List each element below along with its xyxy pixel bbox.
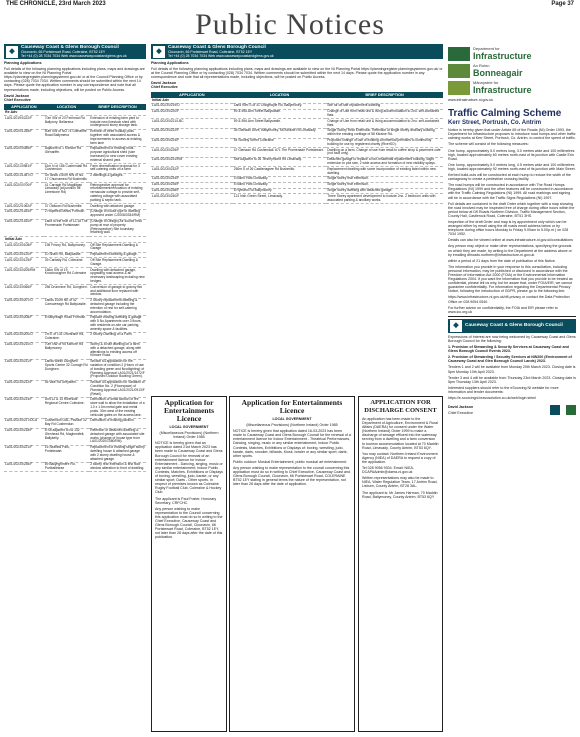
dfi-logo-irish <box>448 64 576 78</box>
eu-logo-icon <box>550 405 560 415</box>
notice-title: Traffic Calming Scheme <box>448 108 562 120</box>
notice-title: Application for Entertainments Licence <box>241 398 343 415</box>
table-row <box>4 332 146 342</box>
table-row <box>151 157 443 167</box>
cell-location: 8 Sb adjacent to no 132 Glenhead Rd, Magherafelt, Ballykelly. <box>44 428 89 445</box>
table-row <box>4 397 146 418</box>
table-row <box>4 268 146 285</box>
cell-application-number: LA01/2023/0225/F <box>151 148 233 158</box>
table-row <box>151 167 443 177</box>
cell-description: (Change of house type to dwelling approved under C/2008/0334/RM) <box>89 209 146 219</box>
table-row <box>4 129 146 146</box>
notice-body-4: Written representations may also be made to NIEA, Water Regulation Team, 17 Antrim Road, Lisburn, County Antrim, BT28 3AL. <box>362 476 438 489</box>
cell-location: 10 Shanl Rd, Ballycastle. <box>44 252 89 258</box>
para-1: Notice is hereby given that under Article 65 of the Roads (NI) Order 1993, the Department for Infrastructure proposes to introduce road humps and other traffic calming works at Kerr Street, Portrush, Co. Antrim, to control the speed of traffic. <box>448 128 576 141</box>
dfi-emblem-icon <box>448 81 470 95</box>
council-logo-icon: ◆ <box>153 46 165 58</box>
table-row <box>151 138 443 148</box>
table-row <box>4 315 146 332</box>
section-title: Planning Applications <box>151 61 189 65</box>
cell-application-number: LA01/2023/0205/RM <box>4 268 44 285</box>
cell-location: 16 Seafield Park, Portstewart. <box>44 445 89 462</box>
para-3: One hump, approximately 5.0 metres long, 3.0 metres wide and 100 millimetres high, located approximately 60 metres north-east of its junction with Castle Erin Road. <box>448 148 575 161</box>
dfi-emblem-icon <box>448 47 470 61</box>
cell-application-number: LA01/2023/0200/O <box>4 332 44 342</box>
table-row <box>4 209 146 219</box>
council-banner-right <box>448 319 576 333</box>
table-row <box>4 359 146 380</box>
table-row <box>4 380 146 397</box>
planning-table-mid <box>151 92 443 204</box>
cell-application-number: LA01/2023/0222/F <box>151 128 233 138</box>
cell-location: 121 Irish Green Street, Limavady. <box>233 194 326 204</box>
cell-location: 61m N of 186 Cushendall Rd Cushendun <box>44 164 89 174</box>
table-row <box>151 119 443 129</box>
cell-description: Detached garage to replace a non-residential replacement building, slight extension to plot size, 2 wide access and formation of new visibility splays. <box>326 157 443 167</box>
para-11: within a period of 21 days from the date of publication of this Notice. <box>448 258 556 263</box>
cell-description: Conversion of garage to granny flat and additional floor replaced with window. <box>89 285 146 298</box>
cell-description: Single storey rear extension. <box>326 182 443 188</box>
signer-name: David Jackson <box>151 81 177 86</box>
intro-text: Full details of the following planning applications including plans, maps and drawings are available to view on the NI Planning Portal https://planningregister.planningsystemni.gov.uk/ or at the Council Planning Office or by contacting (028) 7034 7034. Written comments should be submitted within the next 14 days. Please quote the application number in any correspondence and note that all representations made, including objections, will be posted on Public Access. <box>151 67 443 80</box>
council-banner-mid <box>151 44 443 59</box>
cell-location: 2 Hopefield Mews Portrush <box>44 209 89 219</box>
cell-application-number: LA01/2023/0066/F <box>4 285 44 298</box>
tender-dates-1: Tenders 1 and 2 will be available from Monday 20th March 2023. Closing date is 5pm Monday 10th April 2023. <box>448 365 576 374</box>
cell-application-number: LA01/2023/0211/F <box>4 359 44 380</box>
cell-location: 59 & 59A Ann Street Ballycastle. <box>233 119 326 129</box>
cell-description: Demolition of existing pavilion. <box>89 418 146 428</box>
para-14: For further advice on confidentiality, the FOIA and EIR please refer to www.ico.org.uk <box>448 305 558 314</box>
col-location: LOCATION <box>233 92 326 98</box>
council-logo-icon: ◆ <box>450 320 462 332</box>
signer-title: Chief Executive <box>4 97 31 102</box>
table-row <box>4 116 146 129</box>
cell-description: Single storey rear extension. <box>326 176 443 182</box>
notice-body-3: Any person wishing to make representation to the Council concerning this application must do so in writing to the Chief Executive, Causeway Coast and Glens Borough Council, Cloonavin, 66 Portstewart Road, Coleraine, BT52 1EY, not later than 28 days after the date of this publication. <box>155 506 223 540</box>
cell-description: 2 Storey Dwelling on a Farm <box>89 332 146 342</box>
table-row <box>4 183 146 204</box>
right-notices <box>448 44 576 734</box>
cell-description: Section 54 application for Variation of Condition No. 2 (Floorspace) of Planning Approval LA01/2021/0913/F (Retail). <box>90 380 145 396</box>
notice-title: APPLICATION FOR DISCHARGE CONSENT <box>364 399 437 414</box>
tender-item-2: 2. Provision of Stewarding / Security Services at NW200 (Environment of Causeway Coast and Glen Borough Council Lands) 2023. <box>448 355 572 364</box>
cell-application-number: LA01/2020/1255/F <box>4 129 44 146</box>
footer-logos <box>448 403 576 417</box>
dfi-logo <box>448 47 576 61</box>
cell-description: 2 Storey replacement dwelling & detached garage including the retention of rest for self-catering accomodation. <box>89 298 146 315</box>
col-description: BRIEF DESCRIPTION <box>326 92 443 98</box>
notice-subheading: (Miscellaneous Provisions) (Northern Ireland) Order 1985 <box>159 431 219 440</box>
dept-name-irish: Bonneagair <box>473 67 523 78</box>
cell-location: 70m NW of 95 Kilmore Rd Ballymoney <box>44 342 89 359</box>
table-row <box>4 164 146 174</box>
cell-application-number: LA01/2023/0236/F <box>4 462 44 472</box>
cell-application-number: LA01/2023/0218/F <box>4 428 44 445</box>
notice-body-2: Public outdoor: Musical Entertainment, public musical art entertainment. <box>233 459 348 464</box>
cell-description: Off Site Replacement Dwelling & Garage <box>89 243 146 253</box>
entertainment-licence-1 <box>151 394 227 732</box>
table-section-heading: Initial Adv <box>4 236 146 242</box>
cell-location: 39 Carbally Rd, Coleraine. <box>44 258 89 268</box>
cell-location: 5 Boleo Park Limavady <box>233 182 326 188</box>
masthead: Public Notices <box>195 8 385 41</box>
cell-description: Change of Use from retail unit & living accommodation to 2no. self-contained flats. <box>326 109 443 119</box>
notice-subtitle: Kerr Street, Portrush, Co. Antrim <box>448 120 542 127</box>
cell-application-number: LA01/2023/0235/F <box>151 182 233 188</box>
dept-label-ulster: Männystrie fur <box>473 80 499 86</box>
cell-description: Off Site Replacement Dwelling & Garage. <box>89 258 146 268</box>
col-description: BRIEF DESCRIPTION <box>89 104 146 110</box>
planning-table <box>4 104 146 473</box>
notice-heading: LOCAL GOVERNMENT <box>272 417 312 421</box>
para-12: The information you provide in your response to this consultation, including personal information, may be published or disclosed in accordance with the Freedom of Information Act 2000 (FOIA) or the Environmental Information Regulations 2004. If you want the information that you provide to be treated as confidential, please tell us why, but be aware that, under FOIA/EIR, we cannot guarantee confidentiality. For information regarding the Departmental Privacy Notice, following the introduction of GDPR, please go to the following link: <box>448 264 573 294</box>
cell-application-number: LA01/2023/0221/F <box>4 445 44 462</box>
para-2: The scheme will consist of the following measures: <box>448 142 529 147</box>
cell-description: Replacement of existing single storey dwelling house & attached garage with 2 storey dwelling house & attached garage. <box>90 445 145 461</box>
tender-item-1: 1. Provision of Stewarding & Security Services at Causeway Coast and Glens Borough Council Events 2023. <box>448 345 569 354</box>
cell-location: 8 Bellyreagh Road Portrush. <box>44 315 89 332</box>
table-row <box>151 148 443 158</box>
notice-heading: LOCAL GOVERNMENT <box>169 425 209 429</box>
cell-application-number: LA01/2023/0214/F <box>4 397 44 418</box>
table-row <box>151 109 443 119</box>
table-row <box>4 258 146 268</box>
cell-location: 7m E of 131 Drumrane Rd, Coleraine. <box>44 332 89 342</box>
cell-location: 46 Vale Rd Greysteel. <box>44 380 89 397</box>
para-10: Any person may object or make other representations, specifying the grounds on which they are made, by writing to the Department at the address above or by emailing dfiroads.northern@infrastructure-ni.gov.uk <box>448 244 572 257</box>
cell-application-number: LA01/2023/0219/O <box>151 103 233 109</box>
table-row <box>151 194 443 204</box>
table-row <box>4 428 146 445</box>
signer-name: David Jackson <box>4 93 30 98</box>
table-section-heading: Initial Adv <box>151 98 443 104</box>
table-row <box>4 445 146 462</box>
col-location: LOCATION <box>44 104 89 110</box>
tender-info: Interested suppliers should refer to the eSourcing NI website for more information and tender documents: <box>448 385 559 394</box>
cell-description: Site for off-site replacement dwelling <box>326 103 443 109</box>
table-row <box>4 298 146 315</box>
cell-application-number: LA01/2023/0208/F <box>4 315 44 332</box>
cell-application-number: LA01/2023/0210/O <box>4 342 44 359</box>
cell-location: 8 Ryeland Rd Ballymoney <box>233 188 326 194</box>
cell-location: 69 Ballyrighmere Rd, Portballintrae <box>44 462 89 472</box>
para-8: Inspection of the draft Order and map is by appointment only which can be arranged either by email using the dfi roads email address below or by telephone during office hours Monday to Friday 9.00am to 5.00p.m.) on 028 7034 1952. <box>448 219 569 237</box>
cell-application-number: LA01/2023/0220/F <box>151 109 233 119</box>
notice-body: NOTICE is hereby given that application dated 16-03-2023 has been made to Causeway Coast and Glens Borough Council for the renewal of a entertainment licence for Indoor Entertainment - Theatrical Performances, Dancing, singing, music or any similar entertainment, Indoor Public Contests, Matches, Exhibitions or Displays of: boxing, wrestling, judo, karate, darts, snooker, billiards, Kiosk, bowler or any similar sport; darts; other sports. <box>233 429 351 458</box>
tender-link[interactable]: https://e-sourcingni.bravosolution.co.uk/web/login.shtml <box>448 395 537 400</box>
cell-location: 47 Glenaan Rd Cushendall. 67L The Promenade Portstewart. <box>233 148 326 158</box>
notice-contact: Tel 028 9056 9304. Email: NIEA-DCAPAAdmin@daera-ni.gov.uk <box>362 466 415 475</box>
cell-description: 2 dwellings & garages. <box>89 173 146 183</box>
cell-description: Single storey dwelling with detached garage. <box>326 188 443 194</box>
discharge-consent <box>358 394 443 732</box>
cell-description: Farm diversification proposal for 3 self-catering units on a farm <box>89 164 146 174</box>
notice-body-2: The applicant is Paul Foster, Honorary Secretary, CRFCHC. <box>155 496 217 505</box>
dept-label: Department for <box>473 46 500 52</box>
council-address: Cloonavin, 66 Portstewart Road, Coleraine, BT52 1EY <box>168 50 253 54</box>
cell-location: 70m SW of 23 Fenhead Rd Ballyrory, Bellarena. <box>44 116 89 129</box>
middle-planning-notice <box>151 44 443 389</box>
para-5: Kerbed build-outs will be constructed at each hump to reduce the width of the carriageway to create a pedestrian crossing facility. <box>448 173 571 182</box>
cell-description: Section 64 application for the variation of condition 2 (Hours of use of bowling green and floodlighting) of Planning Approval LA01/2021/1472/F (Proposed Outdoor Bowling Green). <box>90 359 145 379</box>
notice-applicant: The applicant is: Mr James Harman, 70 Maddin Road, Ballymoney, County Antrim, BT53 6QY <box>362 490 438 499</box>
cell-description: (Change of Design) Air source heat pump at rear of property (Retrospective) Site boundary retaining wall. <box>89 219 146 236</box>
cell-description: Proposed change of use of existing commercial premises to community building for use by registered charity (RiverSO). <box>326 138 443 148</box>
cell-location: 41 Carragh Rd Magilligan Limavady (at junction off Limestone Rd) <box>44 183 89 204</box>
cell-location: 256 Drumrane Rd, Dungiven. <box>44 285 89 298</box>
cell-application-number: LA01/2023/0238/F <box>151 188 233 194</box>
notice-body: An application has been made to the Department of Agriculture, Environment & Rural Affairs (DAERA) for consent under the Water (Northern Ireland) Order 1999 to make a discharge of sewage effluent into the waterway serving from a dwelling and a farm conversion to tourism accommodation located at 70 Maddin Road, Limavady, County Antrim, BT53 6QY. <box>362 417 439 450</box>
cell-location: 50m SW of NO 74 Glenariffe Road Ballymena <box>44 129 89 146</box>
cell-application-number: LA01/2023/0232/F <box>151 167 233 177</box>
page-number: Page 37 <box>551 1 574 7</box>
cell-description: Retrospective approval for refurbishment/renovation of existing vernacular cottage to provide self-catering cottage with associated parking & septic tank. <box>89 183 146 204</box>
table-row <box>4 219 146 236</box>
cell-description: Extension of existing farm yard to include new livestock shed with underground slurry storage tank. <box>89 116 146 129</box>
cell-application-number: LA01/2021/0981/F <box>4 164 44 174</box>
cell-description: Three Storey apartment development to include 2no. 2 bedroom units with associated parking & ancillary works. <box>326 194 443 204</box>
para-9: Details can also be viewed online at www.infrastructure-ni.gov.uk/consultations <box>448 238 573 243</box>
cell-description: Dwelling with detached garage, upgrading road access & all necessary landscaping including new hedges. <box>90 267 145 283</box>
council-name: Causeway Coast & Glens Borough Council <box>21 45 119 50</box>
cell-application-number: LA01/2022/1062/F <box>4 204 44 210</box>
cell-application-number: LA01/2023/0207/O <box>4 298 44 315</box>
table-row <box>4 462 146 472</box>
cell-location: Unit 12 & 13 Riverside Regional Centre Coleraine. <box>44 397 89 418</box>
notice-body-3: Any person wishing to make representation to the council concerning this application must do so in writing to Chief Executive, Causeway Coast and Glens Borough Council, Cloonavin, 66 Portstewart Road, COLERAINE BT52 1EY stating in general terms the nature of the representation, not later than 28 days after the date of application. <box>233 465 351 487</box>
para-13: https://www.infrastructure-ni.gov.uk/dfi-privacy or contact the Data Protection Office on 028 9054 0540. <box>448 295 570 304</box>
divider <box>448 316 576 317</box>
cell-location: 36 Glenaan Drive, Ballymoney. 58 Kilraine Rd Limavady <box>233 128 326 138</box>
cell-application-number: LA01/2020/0085/F <box>4 146 44 163</box>
cell-description: Change of Use from retail unit & living accommodation to 2no. self-contained flats. <box>326 119 443 129</box>
dept-name-ulster: Infrastructure <box>473 84 532 95</box>
cell-location: Lands within Dungiven Sports Centre 32 Curragh Rd Dungiven. <box>44 359 89 380</box>
section-title: Planning Applications <box>4 61 42 65</box>
entertainment-licence-2 <box>229 394 355 732</box>
council-contact: Tel +44 (0) 28 7034 7034 Web www.causewaycoastandglens.gov.uk <box>168 54 274 58</box>
council-address: Cloonavin, 66 Portstewart Road, Coleraine, BT52 1EY <box>21 50 106 54</box>
notice-title: Application for Entertainments Licence <box>164 398 214 423</box>
para-4: One hump, approximately 5.0 metres long, 4.5 metres wide and 100 millimetres high, located approximately 92 metres north-east of its junction with Main Street. <box>448 162 576 171</box>
table-section-heading: Re Adv <box>4 110 146 116</box>
dfi-emblem-icon <box>448 64 470 78</box>
cell-location: Site Adjacent to 26 Tenneymond Rd Limavady. <box>233 157 326 167</box>
cell-location: On lands c.50m NW of No. 17 Churnamea Rd Bushmills <box>44 173 89 183</box>
cell-description: Demolition of small section of fire store wall to allow the installation of a 1.0 x 1.5m metal gate and metal posts. 30m west of the existing vehicular gates on the access lane. <box>90 397 145 417</box>
council-name: Causeway Coast & Glens Borough Council <box>168 45 266 50</box>
notice-body: NOTICE is hereby given that an application dated 21st March 2023 has been made to Causeway Coast and Glens Borough Council for renewal of an entertainment licence for Indoor Entertainment - Dancing, singing, music or any similar entertainment; Indoor Public Contests, Matches, Exhibitions or Displays of boxing, wrestling, judo, karate, or any similar sport; Darts - Other sports. In respect of premises known as Coleraine Rugby Football Club, Coleraine & Hockey Club. <box>155 441 223 495</box>
dept-website: www.infrastructure-ni.gov.uk <box>448 98 493 102</box>
dept-label-irish: An Roinn <box>473 63 490 69</box>
cell-application-number: LA01/2021/1467/O <box>4 173 44 183</box>
table-row <box>4 146 146 163</box>
table-row <box>4 173 146 183</box>
cell-description: Dwelling on a farm. Change of use from retail to coffee shop & pavement cafe (not food only). <box>326 148 443 158</box>
cell-location: Adjacent to 1 Kilmore Rd Glenariffe. <box>44 146 89 163</box>
council-contact: Tel +44 (0) 28 7034 7034 Web www.causewaycoastandglens.gov.uk <box>21 54 127 58</box>
cell-description: Storey & a half dwelling on a farm with a detached garage, along with alterations to existing access off Kilmore Road. <box>89 342 146 359</box>
cell-application-number: LA01/2022/1510/F <box>4 219 44 236</box>
cell-application-number: LA01/2023/0120/F <box>4 252 44 258</box>
cell-application-number: LA01/2023/0234/F <box>151 176 233 182</box>
cell-application-number: LA01/2023/0212/F <box>4 380 44 397</box>
cell-location: Land to the rear of 12-18 The Promenade Portstewart <box>44 219 89 236</box>
cell-application-number: LA01/2022/1184/F <box>4 209 44 219</box>
para-7: Full details are contained in the draft Order which together with a map showing the road involved may be inspected free of charge during office hours within the period below at DfI Roads Northern Division, Traffic Management Section, County Hall, Castlerock Road, Coleraine, BT51 3HS. <box>448 201 575 218</box>
tender-intro: Expressions of Interest are now being welcomed by Causeway Coast and Glens Borough Council for the following: <box>448 334 576 343</box>
council-name: Causeway Coast & Glens Borough Council <box>465 323 563 329</box>
cell-application-number: LA01/2023/0217/DCA <box>4 418 44 428</box>
table-row <box>4 342 146 359</box>
daera-logo-icon <box>566 405 576 415</box>
cell-description: Erection of three holiday pods together with associated access & improvements to access at existing farm lane <box>89 129 146 146</box>
cell-location: 37 Oldtown Rd Bushmills <box>44 204 89 210</box>
left-planning-notice <box>4 44 146 734</box>
notice-body-2: You may contact: Northern Ireland Environment Agency (NIEA) of DAERA to request a copy of the application. <box>362 451 438 464</box>
cell-application-number: LA01/2023/0108/F <box>4 243 44 253</box>
tender-dates-2: Tender 3 and 4 will be available from Thursday 23rd March 2023. Closing date is 5pm Thursday 13th April 2023. <box>448 375 576 384</box>
cell-description: Replacement dwelling & garage. <box>89 252 146 258</box>
signer-name: David Jackson <box>448 405 474 410</box>
cell-description: Replace existing dwelling & garage with 5 No Apartments over 3 floors, with residents on-site car parking, amenity space & facilities. <box>89 315 146 332</box>
signer-title: Chief Executive <box>151 85 178 90</box>
cell-location: 195 Finvoy Rd, Ballymoney. <box>44 243 89 253</box>
cell-description: Retention of detached dwelling & detached garage with associated site works (change of house type from LA01/2020/1080/RM). <box>90 428 145 444</box>
col-application: APPLICATION <box>4 104 44 110</box>
notice-subheading: (Miscellaneous Provisions) (Northern Ireland) Order 1985 <box>246 423 338 428</box>
col-application: APPLICATION <box>151 92 233 98</box>
paper-date: THE CHRONICLE, 23rd March 2023 <box>6 1 106 7</box>
cell-description: Replacement dwelling with some incorporation of existing listed within new dwelling. <box>326 167 443 177</box>
cell-location: 156m SW of 19 Knocknougher Rd Coleraine <box>44 268 89 285</box>
signer-title: Chief Executive <box>448 411 473 416</box>
cell-location: 250m S of 26 Castlenagree Rd Bushmills. <box>233 167 326 177</box>
cell-description: 2 storey rear extension & first floor window alteration to front of dwelling. <box>90 462 145 471</box>
cell-application-number: LA01/2019/0222/F <box>4 116 44 129</box>
cell-description: Replacement of existing multi-purpose agricultural shed (size increased) to new cover existing external shared yard. <box>89 146 146 163</box>
council-logo-icon: ◆ <box>6 46 18 58</box>
council-banner <box>4 44 146 59</box>
cell-description: Single Storey Rear Extension. Retention of single storey ancillary building within the existing curtilage of 58 Kilraine Rd. <box>326 128 443 138</box>
cell-application-number: LA01/2023/0231/RM <box>151 157 233 167</box>
dfi-logo-ulster <box>448 81 576 95</box>
table-row <box>4 418 146 428</box>
cell-location: 54 Society Street Coleraine <box>233 138 326 148</box>
dept-name: Infrastructure <box>473 50 532 61</box>
cell-location: 4 Boleo Park Limavady <box>233 176 326 182</box>
table-row <box>4 285 146 298</box>
cell-location: Cushendun GAC Pavilion 32 Bay Rd Cushendun. <box>44 418 89 428</box>
cell-application-number: LA01/2023/0224/F <box>151 138 233 148</box>
cell-location: 59 & 59A Ann Street Ballycastle. <box>233 109 326 119</box>
table-row <box>4 243 146 253</box>
intro-text: Full details of the following planning applications including plans, maps and drawings are available to view on the NI Planning Portal https://planningregister.planningsystemni.gov.uk/ or at the Council Planning Office or by contacting (028) 7034 7034. Written comments should be submitted within the next 14 days. Please quote the application number in any correspondence and note that all representations made, including objections, will be posted on Public Access. <box>4 67 145 92</box>
para-6: The road humps will be constructed in accordance with The Road Humps Regulations (NI) 1999 and the other features will be constructed in accordance with the Traffic Calming Regulations (NI) 1999. All road markings and signing will be in accordance with the Traffic Signs Regulations (NI) 1997. <box>448 183 574 200</box>
cell-location: Lands 100m NE of 52 Carrowreagh Rd Ballycastle. <box>44 298 89 315</box>
cell-application-number: LA01/2023/0221/LBC <box>151 119 233 129</box>
cell-application-number: LA01/2023/0125/F <box>4 258 44 268</box>
cell-location: Land 90m S of 31 Craigmoyle Rd, Ballymoney. <box>233 103 326 109</box>
cell-application-number: LA01/2023/0240/F <box>151 194 233 204</box>
cell-application-number: LA01/2020/0700/F <box>4 183 44 204</box>
table-row <box>151 128 443 138</box>
cell-description: Dwelling with attached garage. <box>89 204 146 210</box>
